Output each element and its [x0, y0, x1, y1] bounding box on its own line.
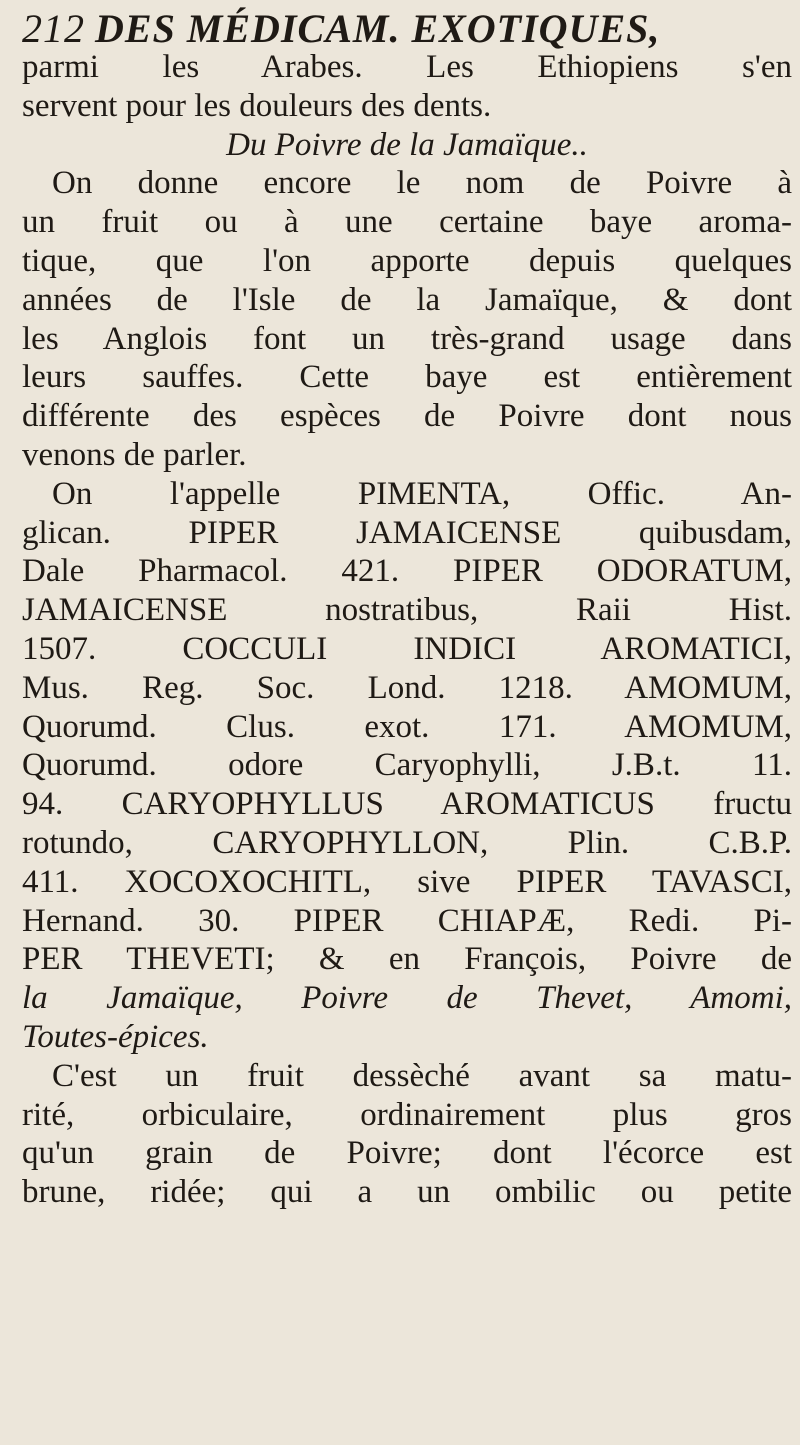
text-line: glican. PIPER JAMAICENSE quibusdam, [22, 514, 792, 551]
text-line: parmi les Arabes. Les Ethiopiens s'en [22, 49, 792, 85]
text-line: la Jamaïque, Poivre de Thevet, Amomi, [22, 980, 792, 1017]
text-line: servent pour les douleurs des dents. [22, 87, 492, 124]
text-line: un fruit ou à une certaine baye aroma- [22, 204, 792, 241]
text-line: Dale Pharmacol. 421. PIPER ODORATUM, [22, 553, 792, 590]
text-line: rotundo, CARYOPHYLLON, Plin. C.B.P. [22, 824, 792, 861]
text-line: JAMAICENSE nostratibus, Raii Hist. [22, 592, 792, 629]
text-line: On l'appelle PIMENTA, Offic. An- [52, 475, 792, 512]
text-line: 1507. COCCULI INDICI AROMATICI, [22, 630, 792, 667]
text-line: Toutes-épices. [22, 1018, 209, 1055]
page-number: 212 [22, 6, 85, 51]
text-line: PER THEVETI; & en François, Poivre de [22, 941, 792, 978]
text-line: les Anglois font un très-grand usage dans [22, 320, 792, 357]
text-line: venons de parler. [22, 436, 247, 473]
text-line: Quorumd. Clus. exot. 171. AMOMUM, [22, 708, 792, 745]
text-line: différente des espèces de Poivre dont nous [22, 398, 792, 435]
text-line: leurs sauffes. Cette baye est entièrement [22, 359, 792, 396]
text-line: 411. XOCOXOCHITL, sive PIPER TAVASCI, [22, 863, 792, 900]
body-text [22, 48, 792, 1212]
text-line: C'est un fruit dessèché avant sa matu- [52, 1057, 792, 1094]
text-line: On donne encore le nom de Poivre à [52, 165, 792, 202]
text-line: 94. CARYOPHYLLUS AROMATICUS fructu [22, 786, 792, 823]
text-line: Quorumd. odore Caryophylli, J.B.t. 11. [22, 747, 792, 784]
section-heading: Du Poivre de la Jamaïque.. [226, 126, 588, 163]
text-line: rité, orbiculaire, ordinairement plus gros [22, 1096, 792, 1133]
text-line: tique, que l'on apporte depuis quelques [22, 242, 792, 279]
running-title: DES MÉDICAM. EXOTIQUES, [95, 6, 661, 51]
text-line: Mus. Reg. Soc. Lond. 1218. AMOMUM, [22, 669, 792, 706]
text-line: brune, ridée; qui a un ombilic ou petite [22, 1174, 792, 1211]
text-line: Hernand. 30. PIPER CHIAPÆ, Redi. Pi- [22, 902, 792, 939]
text-line: années de l'Isle de la Jamaïque, & dont [22, 281, 792, 318]
text-line: qu'un grain de Poivre; dont l'écorce est [22, 1135, 792, 1172]
